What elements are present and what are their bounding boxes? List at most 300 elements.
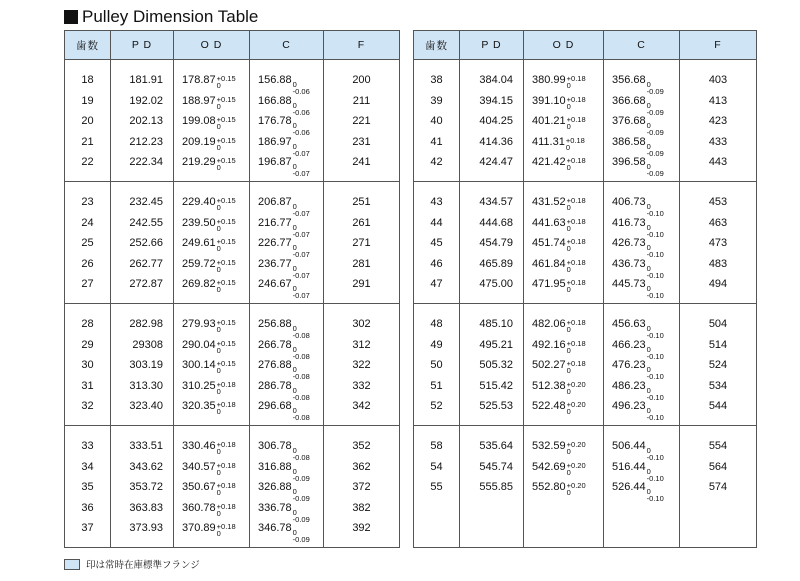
legend xyxy=(64,557,200,571)
header-od: O D xyxy=(174,31,250,60)
teeth-count-text: 44 xyxy=(430,216,443,229)
flange-dimension-value xyxy=(680,70,756,91)
tolerance-upper: 0 xyxy=(292,385,297,395)
flange-dimension-value xyxy=(324,314,399,335)
od-tolerance xyxy=(567,441,586,455)
tolerance-lower: 0 xyxy=(216,386,221,396)
teeth-count-value xyxy=(414,192,459,213)
pitch-diameter-value xyxy=(460,91,523,112)
c-dimension-text: 276.88 xyxy=(258,359,292,371)
c-dimension-text: 326.88 xyxy=(258,481,292,493)
tolerance-upper: 0 xyxy=(292,284,297,293)
c-dimension-value xyxy=(604,270,679,300)
c-tolerance xyxy=(293,285,310,299)
od-tolerance xyxy=(567,218,586,232)
c-dimension-value xyxy=(250,436,323,462)
tolerance-upper: +0.15 xyxy=(216,115,236,124)
teeth-count-text: 41 xyxy=(430,135,443,148)
header-f: F xyxy=(324,31,400,60)
flange-dimension-text: 564 xyxy=(708,460,728,473)
flange-dimension-text: 382 xyxy=(352,501,371,514)
table-row-group xyxy=(65,304,400,426)
flange-dimension-text: 443 xyxy=(708,156,728,168)
teeth-count-column xyxy=(65,182,110,295)
teeth-count-text: 30 xyxy=(81,359,94,371)
tolerance-lower: 0 xyxy=(216,325,221,334)
tolerance-lower: 0 xyxy=(216,101,221,111)
tolerance-lower: 0 xyxy=(216,203,221,212)
teeth-count-text: 38 xyxy=(430,74,443,86)
tolerance-upper: +0.18 xyxy=(566,74,586,83)
outside-diameter-text: 290.04 xyxy=(182,338,216,351)
outside-diameter-text: 199.08 xyxy=(182,115,216,127)
pitch-diameter-value xyxy=(111,152,173,173)
c-dimension-column xyxy=(250,304,323,422)
c-dimension-text: 506.44 xyxy=(612,440,646,452)
c-dimension-value xyxy=(604,457,679,483)
cell-flange-dimension xyxy=(680,426,757,548)
tolerance-lower: 0 xyxy=(566,488,571,497)
tolerance-upper: 0 xyxy=(646,406,651,415)
flange-dimension-value xyxy=(324,254,399,275)
tolerance-lower: -0.10 xyxy=(646,453,664,462)
tolerance-lower: 0 xyxy=(216,467,221,477)
flange-dimension-column xyxy=(324,304,399,417)
c-dimension-text: 196.87 xyxy=(258,156,292,168)
pitch-diameter-text: 29308 xyxy=(132,338,163,351)
pitch-diameter-value xyxy=(460,192,523,213)
teeth-count-value xyxy=(414,457,459,478)
od-tolerance xyxy=(217,197,236,211)
tolerance-upper: +0.18 xyxy=(216,501,236,511)
tolerance-upper: +0.15 xyxy=(216,359,236,368)
tolerance-upper: 0 xyxy=(646,487,651,496)
flange-dimension-value xyxy=(324,192,399,213)
pitch-diameter-text: 373.93 xyxy=(129,522,163,534)
c-dimension-text: 386.58 xyxy=(612,135,646,148)
flange-dimension-text: 574 xyxy=(708,481,728,493)
c-tolerance xyxy=(293,163,310,177)
c-dimension-value xyxy=(250,213,323,239)
cell-pitch-diameter xyxy=(460,426,524,548)
outside-diameter-value xyxy=(524,335,603,356)
teeth-count-text: 49 xyxy=(430,338,443,351)
cell-pitch-diameter xyxy=(111,426,174,548)
pitch-diameter-text: 262.77 xyxy=(129,257,163,270)
flange-dimension-text: 504 xyxy=(708,318,728,330)
flange-dimension-value xyxy=(324,70,399,91)
outside-diameter-text: 411.31 xyxy=(532,135,565,148)
tolerance-lower: -0.10 xyxy=(646,270,664,280)
outside-diameter-text: 360.78 xyxy=(182,501,216,514)
outside-diameter-text: 239.50 xyxy=(182,216,216,229)
tolerance-lower: -0.06 xyxy=(292,128,310,137)
tolerance-upper: +0.18 xyxy=(565,135,585,145)
tolerance-upper: +0.15 xyxy=(216,338,236,348)
flange-dimension-text: 302 xyxy=(352,318,371,330)
c-dimension-value xyxy=(250,148,323,178)
flange-dimension-value xyxy=(680,91,756,112)
outside-diameter-text: 340.57 xyxy=(182,460,216,473)
tolerance-upper: +0.18 xyxy=(566,237,586,246)
tolerance-lower: 0 xyxy=(566,203,571,212)
cell-outside-diameter xyxy=(174,60,250,182)
pitch-diameter-text: 222.34 xyxy=(129,156,163,168)
teeth-count-value xyxy=(65,396,110,417)
tolerance-lower: -0.10 xyxy=(646,229,664,239)
flange-dimension-text: 494 xyxy=(708,278,728,290)
teeth-count-value xyxy=(414,152,459,173)
c-dimension-value xyxy=(604,91,679,117)
c-dimension-text: 516.44 xyxy=(612,460,646,473)
tolerance-upper: +0.15 xyxy=(216,278,236,287)
tolerance-lower: -0.10 xyxy=(646,250,664,259)
teeth-count-value xyxy=(65,91,110,112)
teeth-count-text: 20 xyxy=(81,115,94,127)
flange-dimension-column xyxy=(324,60,399,173)
teeth-count-text: 18 xyxy=(81,74,94,86)
tolerance-lower: -0.10 xyxy=(646,473,664,483)
teeth-count-text: 29 xyxy=(81,338,94,351)
flange-dimension-text: 544 xyxy=(708,400,728,412)
pitch-diameter-value xyxy=(460,477,523,498)
teeth-count-value xyxy=(65,152,110,173)
od-tolerance xyxy=(217,218,236,232)
tolerance-lower: -0.10 xyxy=(646,209,664,218)
c-dimension-text: 186.97 xyxy=(258,135,292,148)
teeth-count-value xyxy=(414,436,459,457)
od-tolerance xyxy=(217,157,236,171)
teeth-count-value xyxy=(414,274,459,295)
c-dimension-text: 256.88 xyxy=(258,318,292,330)
pulley-table-left xyxy=(64,30,400,548)
outside-diameter-text: 522.48 xyxy=(532,400,566,412)
table-row-group xyxy=(414,426,757,548)
teeth-count-text: 50 xyxy=(430,359,443,371)
teeth-count-text: 19 xyxy=(81,94,94,107)
outside-diameter-text: 532.59 xyxy=(532,440,566,452)
cell-teeth-count xyxy=(414,182,460,304)
teeth-count-text: 55 xyxy=(430,481,443,493)
tolerance-upper: 0 xyxy=(292,324,297,333)
outside-diameter-text: 350.67 xyxy=(182,481,216,493)
tolerance-upper: 0 xyxy=(646,365,651,374)
teeth-count-value xyxy=(65,457,110,478)
od-tolerance xyxy=(217,401,236,415)
outside-diameter-text: 259.72 xyxy=(182,257,216,270)
cell-flange-dimension xyxy=(680,304,757,426)
tolerance-upper: 0 xyxy=(292,528,297,537)
c-dimension-text: 486.23 xyxy=(612,379,646,392)
flange-dimension-text: 453 xyxy=(708,196,728,208)
pitch-diameter-value xyxy=(111,192,173,213)
c-dimension-text: 526.44 xyxy=(612,481,646,493)
pitch-diameter-text: 535.64 xyxy=(479,440,513,452)
pitch-diameter-value xyxy=(111,355,173,376)
c-dimension-text: 476.23 xyxy=(612,359,646,371)
tolerance-lower: 0 xyxy=(216,223,221,233)
header-c: C xyxy=(604,31,680,60)
od-tolerance xyxy=(217,116,236,130)
flange-dimension-text: 372 xyxy=(352,481,371,493)
black-square-icon xyxy=(64,10,78,24)
cell-c-dimension xyxy=(604,304,680,426)
pitch-diameter-text: 515.42 xyxy=(479,379,513,392)
outside-diameter-value xyxy=(174,192,249,213)
outside-diameter-text: 209.19 xyxy=(182,135,216,148)
cell-c-dimension xyxy=(250,426,324,548)
cell-pitch-diameter xyxy=(111,304,174,426)
teeth-count-text: 48 xyxy=(430,318,443,330)
outside-diameter-text: 310.25 xyxy=(182,379,216,392)
c-dimension-value xyxy=(604,335,679,361)
teeth-count-column xyxy=(414,426,459,498)
od-tolerance xyxy=(217,503,236,517)
table-row-group xyxy=(414,304,757,426)
od-tolerance xyxy=(567,75,586,89)
tolerance-lower: 0 xyxy=(216,163,221,172)
c-dimension-text: 236.77 xyxy=(258,257,292,270)
outside-diameter-text: 229.40 xyxy=(182,196,216,208)
tolerance-upper: 0 xyxy=(646,263,651,273)
pitch-diameter-text: 525.53 xyxy=(479,400,513,412)
c-dimension-value xyxy=(604,436,679,462)
c-dimension-value xyxy=(250,376,323,402)
flange-dimension-text: 352 xyxy=(352,440,371,452)
outside-diameter-text: 421.42 xyxy=(532,156,566,168)
tolerance-lower: -0.10 xyxy=(646,392,664,402)
teeth-count-column xyxy=(65,304,110,417)
outside-diameter-text: 219.29 xyxy=(182,156,216,168)
flange-dimension-value xyxy=(680,376,756,397)
tolerance-lower: -0.07 xyxy=(292,169,310,178)
outside-diameter-text: 391.10 xyxy=(532,94,566,107)
c-dimension-value xyxy=(250,229,323,259)
pitch-diameter-value xyxy=(111,233,173,254)
pitch-diameter-column xyxy=(111,60,173,173)
tolerance-lower: 0 xyxy=(216,488,221,497)
pitch-diameter-text: 303.19 xyxy=(129,359,163,371)
tolerance-upper: +0.15 xyxy=(216,237,236,246)
tolerance-lower: -0.10 xyxy=(646,413,664,422)
pitch-diameter-text: 404.25 xyxy=(479,115,513,127)
flange-dimension-value xyxy=(324,457,399,478)
tolerance-lower: -0.08 xyxy=(292,413,310,422)
c-dimension-text: 346.78 xyxy=(258,522,292,534)
flange-dimension-column xyxy=(680,304,756,417)
flange-dimension-value xyxy=(680,314,756,335)
pitch-diameter-value xyxy=(111,498,173,519)
tolerance-upper: 0 xyxy=(292,243,297,252)
tolerance-lower: -0.10 xyxy=(646,372,664,381)
tolerance-upper: +0.18 xyxy=(566,196,586,205)
od-tolerance xyxy=(217,360,236,374)
c-dimension-value xyxy=(604,254,679,280)
tolerance-upper: 0 xyxy=(292,202,297,211)
tolerance-lower: -0.06 xyxy=(292,87,310,96)
outside-diameter-value xyxy=(524,152,603,173)
tolerance-upper: +0.15 xyxy=(216,318,236,327)
cell-teeth-count xyxy=(65,304,111,426)
pitch-diameter-value xyxy=(111,111,173,132)
teeth-count-text: 26 xyxy=(81,257,94,270)
flange-dimension-column xyxy=(324,182,399,295)
outside-diameter-text: 471.95 xyxy=(532,278,566,290)
c-dimension-value xyxy=(604,107,679,137)
pitch-diameter-value xyxy=(460,314,523,335)
tolerance-lower: -0.10 xyxy=(646,351,664,361)
c-dimension-value xyxy=(604,376,679,402)
c-dimension-value xyxy=(250,270,323,300)
pitch-diameter-text: 495.21 xyxy=(479,338,513,351)
tolerance-lower: 0 xyxy=(216,285,221,294)
outside-diameter-value xyxy=(174,70,249,91)
od-tolerance xyxy=(567,197,586,211)
pitch-diameter-text: 394.15 xyxy=(479,94,513,107)
outside-diameter-text: 320.35 xyxy=(182,400,216,412)
outside-diameter-text: 380.99 xyxy=(532,74,566,86)
c-dimension-text: 406.73 xyxy=(612,196,646,208)
header-teeth: 歯数 xyxy=(414,31,460,60)
teeth-count-text: 27 xyxy=(81,278,94,290)
c-dimension-column xyxy=(250,182,323,300)
outside-diameter-text: 441.63 xyxy=(532,216,566,229)
od-tolerance xyxy=(567,157,586,171)
pitch-diameter-column xyxy=(111,426,173,539)
c-dimension-value xyxy=(604,473,679,503)
cell-outside-diameter xyxy=(524,426,604,548)
tolerance-lower: -0.09 xyxy=(646,87,664,96)
outside-diameter-column xyxy=(524,60,603,173)
teeth-count-text: 28 xyxy=(81,318,94,330)
pitch-diameter-text: 353.72 xyxy=(129,481,163,493)
outside-diameter-column xyxy=(174,182,249,295)
tolerance-upper: 0 xyxy=(646,446,651,455)
cell-teeth-count xyxy=(414,60,460,182)
tolerance-upper: 0 xyxy=(292,365,297,374)
teeth-count-value xyxy=(414,376,459,397)
flange-dimension-text: 231 xyxy=(352,135,371,148)
od-tolerance xyxy=(217,137,236,151)
tolerance-lower: 0 xyxy=(566,345,571,355)
tolerance-lower: -0.08 xyxy=(292,372,310,381)
pitch-diameter-value xyxy=(111,70,173,91)
tolerance-lower: 0 xyxy=(216,529,221,538)
pitch-diameter-value xyxy=(460,335,523,356)
teeth-count-text: 45 xyxy=(430,237,443,249)
outside-diameter-value xyxy=(174,355,249,376)
tolerance-lower: -0.07 xyxy=(292,229,310,239)
flange-dimension-text: 221 xyxy=(352,115,371,127)
outside-diameter-text: 330.46 xyxy=(182,440,216,452)
tolerance-upper: +0.18 xyxy=(216,440,236,449)
outside-diameter-column xyxy=(174,60,249,173)
teeth-count-value xyxy=(65,274,110,295)
pitch-diameter-text: 181.91 xyxy=(129,74,163,86)
table-row-group xyxy=(65,60,400,182)
tolerance-upper: +0.18 xyxy=(566,156,586,165)
tolerance-upper: +0.18 xyxy=(216,400,236,409)
tolerance-upper: +0.18 xyxy=(566,257,586,267)
pitch-diameter-text: 192.02 xyxy=(129,94,163,107)
teeth-count-value xyxy=(65,111,110,132)
teeth-count-value xyxy=(414,91,459,112)
pitch-diameter-column xyxy=(460,182,523,295)
header-c: C xyxy=(250,31,324,60)
tolerance-lower: 0 xyxy=(216,122,221,131)
teeth-count-column xyxy=(414,304,459,417)
pitch-diameter-text: 414.36 xyxy=(479,135,513,148)
od-tolerance xyxy=(567,96,586,110)
pitch-diameter-value xyxy=(460,355,523,376)
c-dimension-value xyxy=(604,213,679,239)
c-dimension-value xyxy=(604,70,679,96)
pitch-diameter-text: 505.32 xyxy=(479,359,513,371)
tolerance-lower: 0 xyxy=(566,264,571,274)
outside-diameter-column xyxy=(524,304,603,417)
od-tolerance xyxy=(567,482,586,496)
flange-dimension-text: 423 xyxy=(708,115,728,127)
flange-dimension-value xyxy=(324,335,399,356)
pitch-diameter-value xyxy=(111,457,173,478)
teeth-count-value xyxy=(65,376,110,397)
pitch-diameter-value xyxy=(111,477,173,498)
cell-c-dimension xyxy=(250,304,324,426)
cell-outside-diameter xyxy=(524,182,604,304)
tolerance-upper: 0 xyxy=(292,141,297,151)
teeth-count-value xyxy=(65,518,110,539)
outside-diameter-text: 512.38 xyxy=(532,379,566,392)
tolerance-lower: 0 xyxy=(566,223,571,233)
table-row-group xyxy=(414,60,757,182)
c-dimension-value xyxy=(250,91,323,117)
tolerance-upper: 0 xyxy=(292,406,297,415)
outside-diameter-value xyxy=(524,213,603,234)
c-dimension-value xyxy=(604,132,679,158)
c-dimension-text: 366.68 xyxy=(612,94,646,107)
pitch-diameter-value xyxy=(111,335,173,356)
c-dimension-value xyxy=(250,392,323,422)
cell-teeth-count xyxy=(65,60,111,182)
outside-diameter-value xyxy=(524,355,603,376)
tolerance-upper: 0 xyxy=(292,121,297,130)
c-dimension-value xyxy=(250,132,323,158)
pitch-diameter-value xyxy=(111,314,173,335)
outside-diameter-value xyxy=(524,233,603,254)
tolerance-upper: +0.18 xyxy=(566,278,586,287)
outside-diameter-value xyxy=(174,254,249,275)
flange-dimension-text: 241 xyxy=(352,156,371,168)
flange-dimension-text: 524 xyxy=(708,359,728,371)
teeth-count-value xyxy=(414,477,459,498)
tolerance-lower: -0.09 xyxy=(646,128,664,137)
pitch-diameter-value xyxy=(111,518,173,539)
teeth-count-value xyxy=(65,132,110,153)
teeth-count-text: 42 xyxy=(430,156,443,168)
cell-pitch-diameter xyxy=(460,304,524,426)
pitch-diameter-value xyxy=(460,436,523,457)
tolerance-lower: 0 xyxy=(566,163,571,172)
flange-dimension-value xyxy=(324,274,399,295)
outside-diameter-text: 300.14 xyxy=(182,359,216,371)
flange-dimension-text: 200 xyxy=(352,74,371,86)
c-dimension-text: 456.63 xyxy=(612,318,646,330)
outside-diameter-text: 269.82 xyxy=(182,278,216,290)
flange-dimension-value xyxy=(680,132,756,153)
outside-diameter-value xyxy=(174,233,249,254)
teeth-count-text: 39 xyxy=(430,94,443,107)
flange-dimension-value xyxy=(680,436,756,457)
